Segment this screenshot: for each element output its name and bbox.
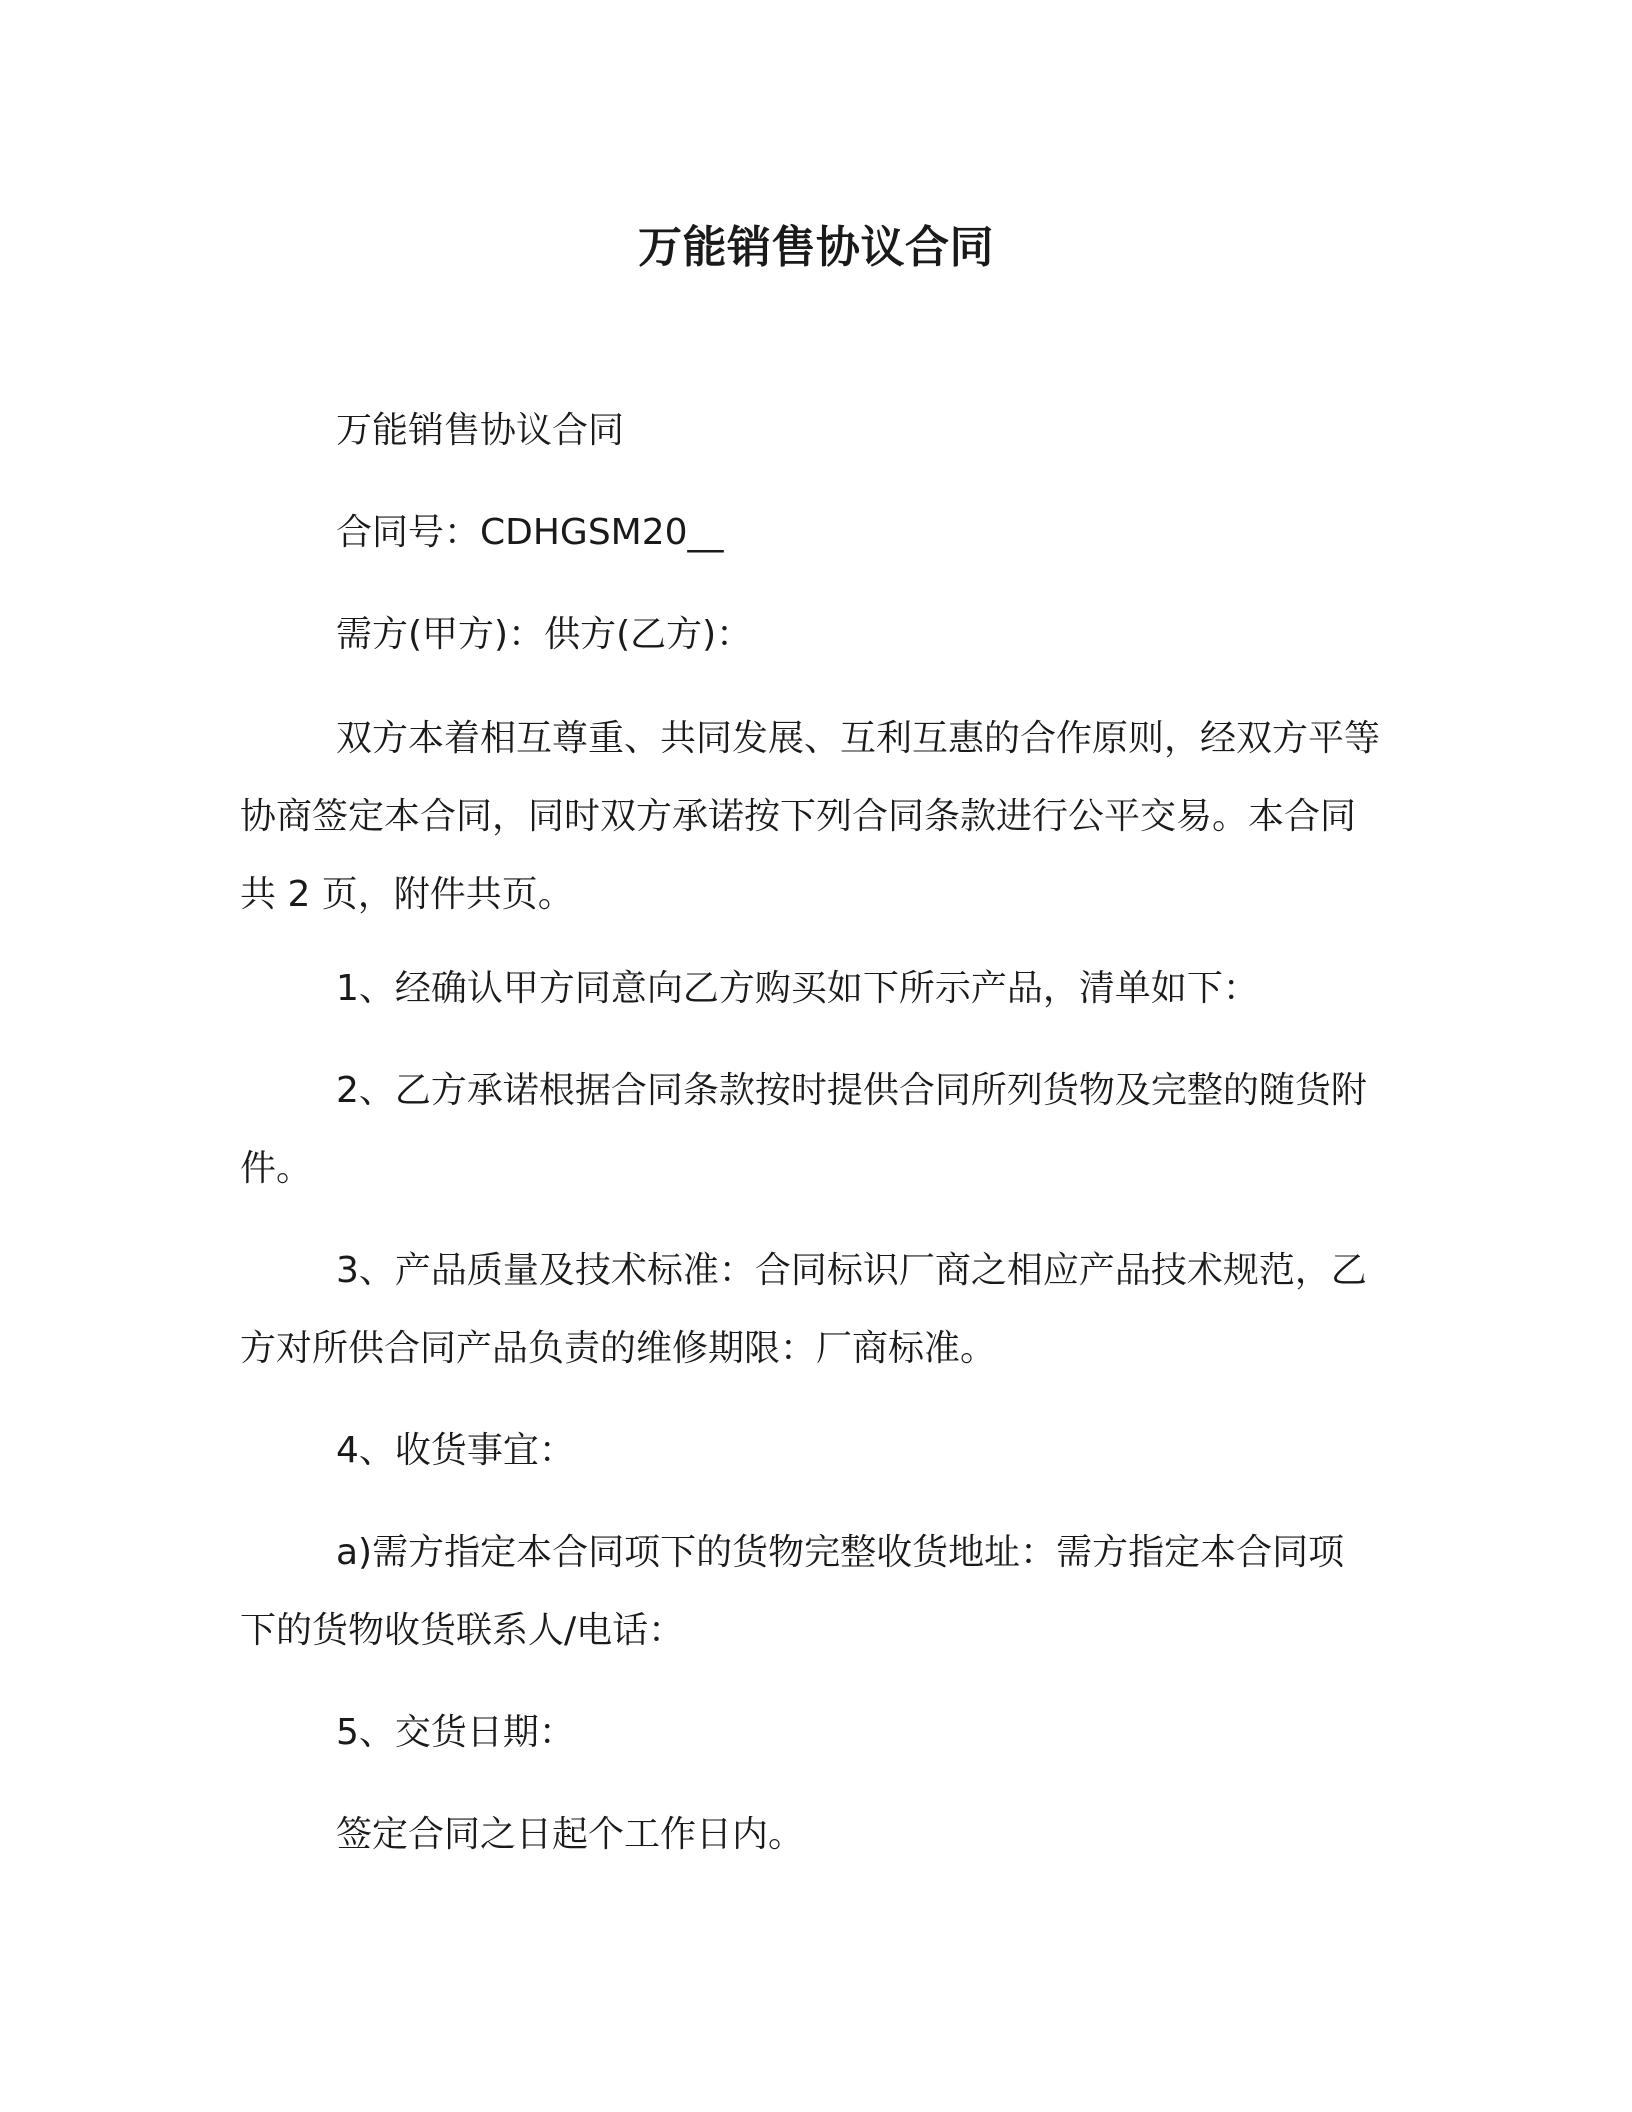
paragraph-clause-3: 3、产品质量及技术标准：合同标识厂商之相应产品技术规范，乙方对所供合同产品负责的维修期限：厂商标准。 <box>240 1250 1367 1369</box>
paragraph-subtitle: 万能销售协议合同 <box>336 410 625 451</box>
paragraph-clause-4: 4、收货事宜： <box>336 1430 575 1471</box>
paragraph-preamble: 双方本着相互尊重、共同发展、互利互惠的合作原则，经双方平等协商签定本合同，同时双方承诺按下列合同条款进行公平交易。本合同共 2 页，附件共页。 <box>240 718 1381 915</box>
paragraph-delivery-term: 签定合同之日起个工作日内。 <box>336 1814 805 1855</box>
paragraph-clause-5: 5、交货日期： <box>336 1712 575 1753</box>
paragraph-clause-2: 2、乙方承诺根据合同条款按时提供合同所列货物及完整的随货附件。 <box>240 1070 1367 1189</box>
paragraph-clause-1: 1、经确认甲方同意向乙方购买如下所示产品，清单如下： <box>336 968 1259 1009</box>
paragraph-contract-number: 合同号：CDHGSM20__ <box>336 512 724 553</box>
document-title: 万能销售协议合同 <box>638 222 994 273</box>
paragraph-clause-4a: a)需方指定本合同项下的货物完整收货地址：需方指定本合同项下的货物收货联系人/电话： <box>240 1532 1345 1651</box>
paragraph-parties: 需方(甲方)：供方(乙方)： <box>336 614 753 655</box>
